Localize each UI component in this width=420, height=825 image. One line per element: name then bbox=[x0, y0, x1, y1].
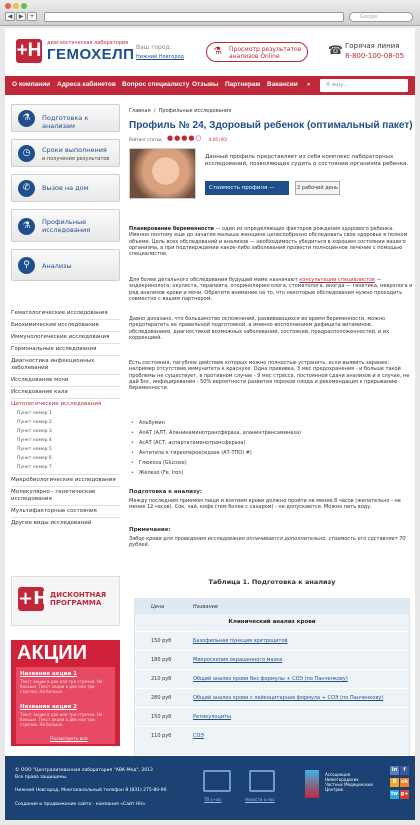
table-row bbox=[135, 707, 409, 726]
list-item[interactable]: Биохимические исследования bbox=[11, 322, 99, 328]
sidebar-button-label: Анализы bbox=[42, 262, 72, 270]
rating-drops-icon[interactable]: ●●●●○ bbox=[167, 134, 203, 142]
city-selector[interactable]: Нижний Новгород bbox=[136, 54, 185, 60]
site-header bbox=[5, 28, 415, 76]
paragraph-consultations bbox=[129, 277, 415, 302]
menu-item-reviews[interactable]: Отзывы bbox=[192, 81, 219, 88]
row-name-link[interactable]: Ретикулоциты bbox=[193, 714, 232, 720]
promo-item-text: Текст акции в две или три строчки. Не больше. Текст акции в две или три строчки. Не больше. bbox=[20, 712, 103, 727]
row-name-link[interactable]: Общий анализ крови без формулы + СОЭ (по Панченкову) bbox=[193, 676, 348, 682]
promo-item-name[interactable]: Название акции 1 bbox=[20, 671, 77, 677]
tube-icon: ⚲ bbox=[18, 257, 35, 274]
prep-text: Между последним приемом пищи и взятием крови должно пройти не менее 8 часов (желательно - не менее 12 часов). Сок, чай, кофе (тем более с сахаром) - не допускаются. Можно пить воду. bbox=[129, 498, 401, 511]
row-price: 150 руб bbox=[151, 714, 172, 720]
row-price: 280 руб bbox=[151, 695, 172, 701]
baby-photo bbox=[129, 148, 196, 199]
table-row bbox=[135, 650, 409, 669]
list-item[interactable]: Гематологические исследования bbox=[11, 310, 108, 316]
divider bbox=[11, 319, 120, 320]
sub-item[interactable]: Пункт номер 5 bbox=[17, 447, 52, 452]
discount-label: ДИСКОНТНАЯ ПРОГРАММА bbox=[50, 591, 107, 607]
copyright: © ООО "Централизованная лаборатория "АВК-Мед", 2013 bbox=[15, 768, 153, 773]
col-price: Цена bbox=[151, 604, 165, 610]
sidebar-button-label: Профильные исследования bbox=[42, 218, 91, 234]
paragraph-rubella: Есть состояния, пагубное действие которых можно полностью устранить, если выявить заранее: например отсутствие иммунитета к краснухе. Одна прививка, 3 мес предохранения - и больше такой проблемы не существует, в противном случае - 9 мес стресса, постоянной сдачи анализов и в случае, не дай Бог, инфицирования - 50% вероятности развития пороков плода и рекомендация к прерыванию беременности. bbox=[129, 360, 410, 392]
sidebar-button-label bbox=[42, 146, 109, 163]
consult-text-a: Для более детального обследования будущей маме назначают bbox=[129, 277, 300, 283]
add-tab-icon[interactable]: + bbox=[27, 12, 37, 21]
sidebar-button-label: Подготовка к анализам bbox=[42, 114, 89, 130]
note-title: Примечание: bbox=[129, 527, 171, 533]
browser-search-input[interactable]: Google bbox=[349, 12, 413, 22]
terms-label: Сроки выполнения bbox=[42, 146, 107, 154]
list-item[interactable]: Исследование кала bbox=[11, 389, 68, 395]
logo-subtitle: диагностическая лаборатория bbox=[47, 40, 129, 46]
search-icon[interactable]: ⌕ bbox=[307, 81, 311, 88]
row-name-link[interactable]: Общий анализ крови с лейкоцитарная формула + СОЭ (по Панченкову) bbox=[193, 695, 384, 701]
divider bbox=[11, 505, 120, 506]
google-plus-icon[interactable]: g+ bbox=[400, 791, 409, 797]
list-item: • Железо (Fe, Iron) bbox=[139, 470, 183, 477]
table-header bbox=[135, 599, 409, 614]
row-price: 210 руб bbox=[151, 676, 172, 682]
menu-item-about[interactable]: О компании bbox=[12, 81, 51, 88]
row-price: 150 руб bbox=[151, 638, 172, 644]
list-item[interactable]: Микробиологические исследования bbox=[11, 477, 116, 483]
odnoklassniki-icon[interactable]: ok bbox=[401, 779, 408, 785]
footer-creator[interactable]: Создание и продвижение сайта - компания «Сайт НН» bbox=[15, 802, 146, 807]
sub-item[interactable]: Пункт номер 1 bbox=[17, 411, 52, 416]
twitter-icon[interactable]: tw bbox=[390, 791, 398, 797]
prep-title: Подготовка к анализу: bbox=[129, 489, 203, 495]
sidebar-button-profiles[interactable] bbox=[11, 209, 120, 242]
list-item[interactable]: Гормональные исследования bbox=[11, 346, 97, 352]
list-item[interactable]: Иммунологические исследования bbox=[11, 334, 110, 340]
phone-icon: ✆ bbox=[18, 180, 35, 197]
rights: Все права защищены. bbox=[15, 775, 68, 780]
list-item-active[interactable]: Цитологические исследования bbox=[11, 401, 102, 407]
list-item: • Альбумин bbox=[139, 420, 165, 427]
clock-icon: ◷ bbox=[18, 145, 35, 162]
sub-item[interactable]: Пункт номер 3 bbox=[17, 429, 52, 434]
planning-bold: Планирование беременности bbox=[129, 226, 214, 232]
discount-banner[interactable] bbox=[11, 576, 120, 626]
divider bbox=[11, 355, 120, 356]
online-results-label: Просмотр результатов анализов Online bbox=[229, 46, 302, 60]
promo-item-name[interactable]: Название акции 2 bbox=[20, 704, 77, 710]
address-bar[interactable] bbox=[44, 12, 344, 22]
list-item[interactable]: Исследование мочи bbox=[11, 377, 69, 383]
minimize-window-icon[interactable] bbox=[13, 3, 19, 9]
newspaper-icon[interactable] bbox=[249, 770, 275, 792]
sub-item[interactable]: Пункт номер 2 bbox=[17, 420, 52, 425]
list-item: • АсАТ (АСТ, аспартатаминотрансфераза) bbox=[139, 440, 245, 447]
divider bbox=[11, 343, 120, 344]
footer-address: Нижний Новгород, Многоканальный телефон 8 (831) 275-80-90 bbox=[15, 788, 167, 793]
list-item[interactable]: Диагностика инфекционных заболеваний bbox=[11, 358, 95, 371]
sub-item[interactable]: Пункт номер 6 bbox=[17, 456, 52, 461]
table-row bbox=[135, 688, 409, 707]
hotline-phone-icon: ☎ bbox=[328, 43, 343, 57]
site-footer bbox=[5, 756, 415, 820]
divider bbox=[11, 474, 120, 475]
promo-block bbox=[11, 640, 120, 746]
vk-icon[interactable]: in bbox=[391, 767, 398, 773]
planning-text: — один из определяющих факторов рождения здорового ребенка. Именно поэтому еще до зачатия малыша женщине целесообразно обследовать свое здоровье в полном объеме. Цель всех обследований и анализов — необходимость убедиться в хорошем состоянии вашего организма, а при подтверждении какое-либо заболевания провести полноценное лечение с помощью специалистов. bbox=[129, 226, 408, 258]
city-label: Ваш город: bbox=[136, 44, 172, 51]
sidebar-button-preparation[interactable] bbox=[11, 104, 120, 132]
forward-icon[interactable]: ▶ bbox=[16, 12, 26, 21]
menu-item-addresses[interactable]: Адреса кабинетов bbox=[57, 81, 116, 88]
logo-name[interactable]: ГЕМОХЕЛП bbox=[47, 46, 135, 63]
blogger-icon[interactable]: B bbox=[390, 778, 399, 787]
promo-see-all-link[interactable]: Посмотреть все bbox=[50, 737, 88, 742]
table-row bbox=[135, 726, 409, 745]
consultations-link[interactable]: консультации специалистов bbox=[299, 277, 375, 283]
page bbox=[5, 28, 415, 820]
menu-item-question[interactable]: Вопрос специалисту bbox=[122, 81, 190, 88]
online-results-button[interactable] bbox=[206, 42, 308, 62]
paragraph-planning bbox=[129, 226, 415, 257]
sidebar-button-home-call[interactable] bbox=[11, 174, 120, 202]
divider bbox=[11, 486, 120, 487]
sidebar-button-label: Вызов на дом bbox=[42, 184, 89, 192]
hotline-label: Горячая линия bbox=[345, 42, 400, 50]
site-search-input[interactable]: Я ищу... bbox=[320, 79, 408, 92]
breadcrumb-current[interactable]: Профильные исследования bbox=[158, 108, 232, 114]
logo-icon[interactable]: +Н bbox=[16, 40, 42, 61]
consult-text-b: — эндокринолога, окулиста, терапевта, оториноларинголога, стоматолога, иногда — генетика, невролога и ряд анализов крови и мочи. Обратите внимание на то, что некоторые обследования нужно проходить совместно с вашим партнером. bbox=[129, 277, 413, 302]
promo-item-text: Текст акции в две или три строчки. Не больше. Текст акции в две или три строчки. Не больше. bbox=[20, 679, 103, 694]
row-name-link[interactable]: Базофильная пункция эритроцитов bbox=[193, 638, 288, 644]
menu-item-partners[interactable]: Партнерам bbox=[225, 81, 261, 88]
days-badge: 2 рабочий день bbox=[295, 181, 340, 195]
table-section: Клинический анализ крови bbox=[228, 619, 316, 625]
breadcrumb-home[interactable]: Главная bbox=[129, 108, 151, 114]
table-title: Таблица 1. Подготовка к анализу bbox=[208, 578, 336, 586]
divider bbox=[11, 398, 120, 399]
divider bbox=[11, 386, 120, 387]
hotline-number[interactable]: 8-800-100-08-05 bbox=[345, 52, 405, 60]
list-item: • Антитела к тиреопероксидазе (АТ-ТПО) #) bbox=[139, 450, 252, 457]
page-title: Профиль № 24, Здоровый ребенок (оптимальный пакет) bbox=[129, 120, 413, 131]
flask-icon: ⚗ bbox=[18, 110, 35, 127]
table-row bbox=[135, 669, 409, 688]
back-icon[interactable]: ◀ bbox=[5, 12, 15, 21]
news-link[interactable]: Новости о нас bbox=[245, 797, 275, 802]
paragraph-prevention: Давно доказано, что большинство осложнений, развивающихся во время беременности, можно предотвратить ее правильной подготовкой, а именно восполнением дефицита витаминов, обследованием, диагностикой возможных заболеваний, состояний, предрасположенностей, и их коррекцией. bbox=[129, 316, 390, 341]
tv-link[interactable]: ТВ о нас bbox=[204, 797, 222, 802]
association-logo-icon[interactable] bbox=[305, 770, 319, 798]
close-window-icon[interactable] bbox=[5, 3, 11, 9]
sidebar-button-terms[interactable] bbox=[11, 139, 120, 167]
row-price: 110 руб bbox=[151, 733, 172, 739]
list-item: • Глюкоза (Glucose) bbox=[139, 460, 187, 467]
association-label[interactable]: Ассоциация Нижегородских Частных Медицинских Центров bbox=[325, 772, 373, 792]
divider bbox=[11, 374, 120, 375]
microscope-icon: ⚗ bbox=[213, 46, 222, 57]
logo-icon: +Н bbox=[18, 588, 49, 609]
list-item[interactable]: Молекулярно - генетические исследования bbox=[11, 489, 96, 502]
sidebar-button-analyses[interactable] bbox=[11, 249, 120, 281]
row-name-link[interactable]: СОЭ bbox=[193, 733, 204, 739]
divider bbox=[11, 331, 120, 332]
list-item[interactable]: Мультифакторные состояния bbox=[11, 508, 97, 514]
col-name: Название bbox=[193, 604, 219, 610]
menu-item-vacancies[interactable]: Вакансии bbox=[267, 81, 298, 88]
row-price: 180 руб bbox=[151, 657, 172, 663]
facebook-icon[interactable]: f bbox=[400, 766, 409, 775]
promo-list bbox=[16, 667, 115, 744]
terms-sublabel: и получения результатов bbox=[42, 156, 110, 162]
browser-chrome bbox=[0, 0, 420, 26]
table-row bbox=[135, 631, 409, 650]
maximize-window-icon[interactable] bbox=[21, 3, 27, 9]
profile-cost-button[interactable]: Стоимость профиля — 2900 руб. bbox=[205, 181, 289, 195]
profile-flask-icon: ⚗ bbox=[18, 218, 35, 235]
rating-score: 4.05 (40) bbox=[209, 137, 228, 142]
sub-item[interactable]: Пункт номер 7 bbox=[17, 465, 52, 470]
promo-title: АКЦИИ bbox=[17, 642, 88, 664]
list-item[interactable]: Другие виды исследований bbox=[11, 520, 92, 526]
profile-description: Данный профиль представляет из себя комплекс лабораторных исследований, позволяющих судить о состоянии организма ребенка. bbox=[205, 154, 409, 167]
main-menu bbox=[5, 76, 415, 95]
tv-icon[interactable] bbox=[203, 770, 231, 792]
row-name-link[interactable]: Микроскопия окрашенного мазка bbox=[193, 657, 283, 663]
rating-label: Рейтинг статьи bbox=[129, 137, 162, 142]
divider bbox=[11, 517, 120, 518]
note-text: Забор крови для проведения исследования оплачивается дополнительно, стоимость его составляет 70 рублей. bbox=[129, 536, 406, 549]
list-item: • АлАТ (АЛТ, Аланинаминотрансфераза, аланинтрансаминаза) bbox=[139, 430, 301, 437]
breadcrumb: Главная / Профильные исследования bbox=[129, 108, 232, 114]
sub-item[interactable]: Пункт номер 4 bbox=[17, 438, 52, 443]
